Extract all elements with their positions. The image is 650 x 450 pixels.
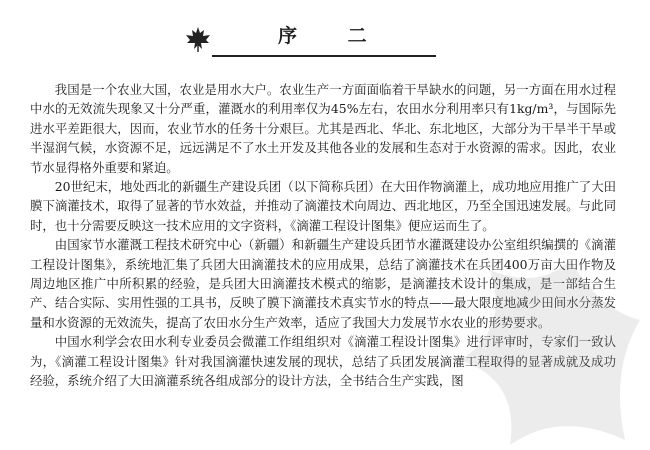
paragraph-1: 我国是一个农业大国，农业是用水大户。农业生产一方面面临着干旱缺水的问题，另一方面在用水过程中水的无效流失现象又十分严重，灌溉水的利用率仅为45%左右，农田水分利用率只有1kg/m³，与国际先进水平差距很大，因而，农业节水的任务十分艰巨。尤其是西北、华北、东北地区，大部分为干旱半干旱或半湿润气候，水资源不足，远远满足不了水土开发及其他各业的发展和生态对于水资源的需求。因此，农业节水显得格外重要和紧迫。 <box>30 82 616 175</box>
paragraph-2: 20世纪末，地处西北的新疆生产建设兵团（以下简称兵团）在大田作物滴灌上，成功地应用推广了大田膜下滴灌技术，取得了显著的节水效益，并推动了滴灌技术向周边、西北地区，乃至全国迅速发展。与此同时，也十分需要反映这一技术应用的文字资料，《滴灌工程设计图集》便应运而生了。 <box>30 179 616 233</box>
header-rule <box>212 55 436 57</box>
paragraph-4: 中国水利学会农田水利专业委员会微灌工作组组织对《滴灌工程设计图集》进行评审时，专家们一致认为，《滴灌工程设计图集》针对我国滴灌快速发展的现状，总结了兵团发展滴灌工程取得的显著成就及成功经验，系统介绍了大田滴灌系统各组成部分的设计方法，全书结合生产实践，图 <box>30 334 616 389</box>
body-text <box>30 80 616 391</box>
paragraph-3: 由国家节水灌溉工程技术研究中心（新疆）和新疆生产建设兵团节水灌溉建设办公室组织编撰的《滴灌工程设计图集》，系统地汇集了兵团大田滴灌技术的应用成果，总结了滴灌技术在兵团400万亩大田作物及周边地区推广中所积累的经验，是兵团大田滴灌技术模式的缩影，是滴灌技术设计的集成，是一部结合生产、结合实际、实用性强的工具书，反映了膜下滴灌技术真实节水的特点——最大限度地减少田间水分蒸发量和水资源的无效流失，提高了农田水分生产效率，适应了我国大力发展节水农业的形势要求。 <box>30 237 616 330</box>
page-title: 序 二 <box>278 25 389 47</box>
section-header <box>178 22 438 54</box>
maple-leaf-icon <box>184 26 212 52</box>
